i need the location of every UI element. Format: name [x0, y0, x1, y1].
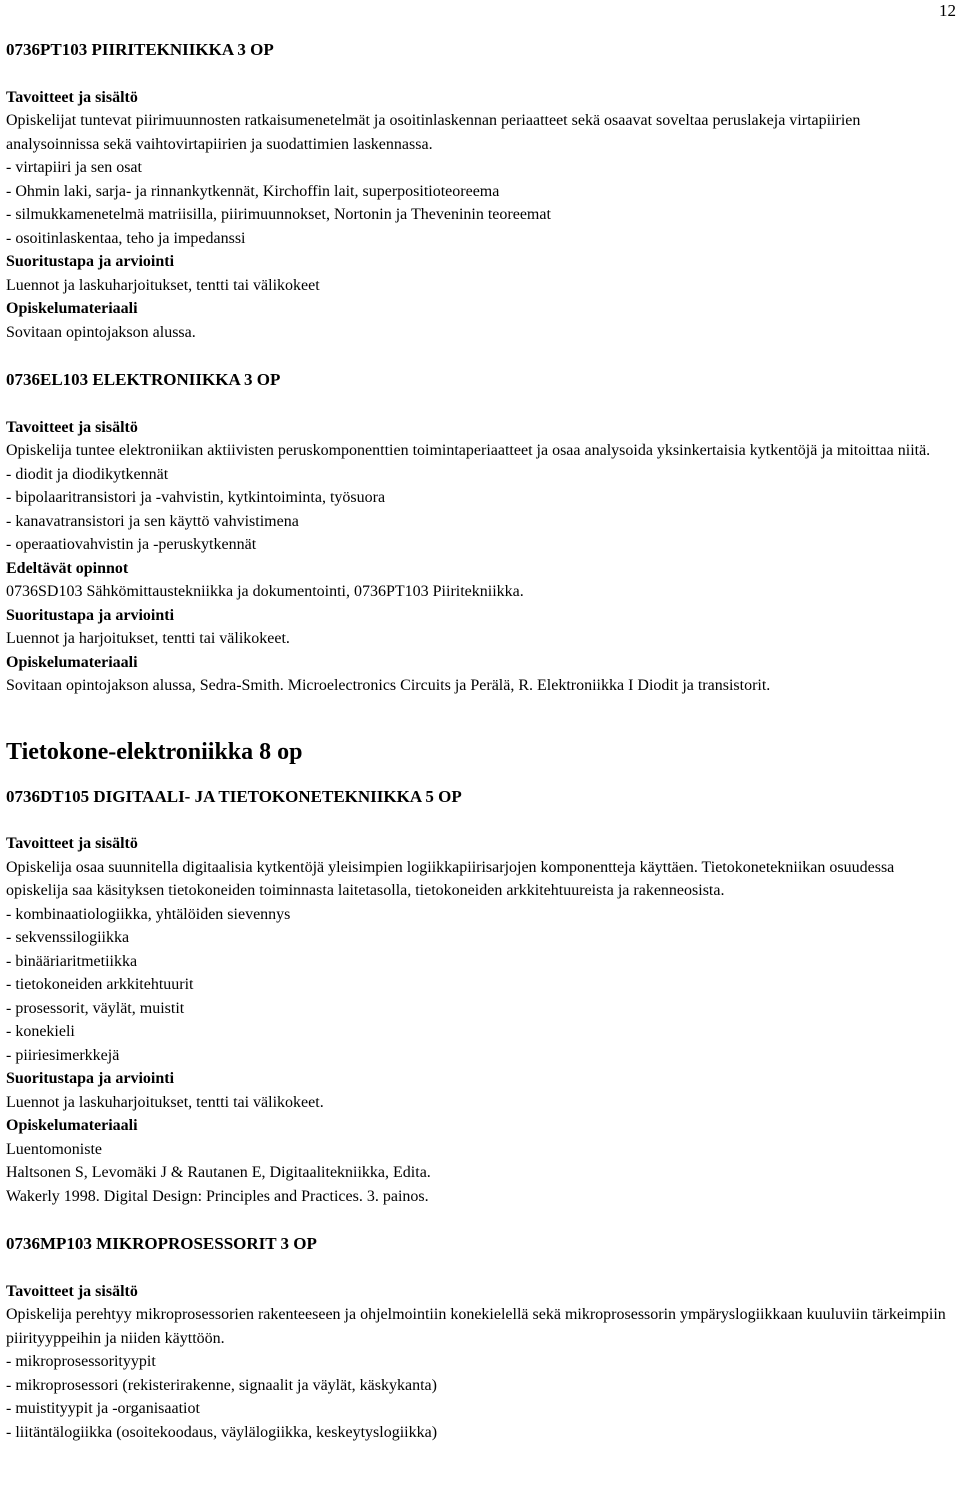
list-item: - muistityypit ja -organisaatiot — [6, 1400, 200, 1417]
assessment-text: Luennot ja laskuharjoitukset, tentti tai välikokeet — [6, 276, 320, 294]
list-item: - operaatiovahvistin ja -peruskytkennät — [6, 536, 257, 553]
list-item: - silmukkamenetelmä matriisilla, piirimuunnokset, Nortonin ja Theveninin teoreemat — [6, 206, 551, 223]
list-item: - binääriaritmetiikka — [6, 952, 138, 970]
goals-heading: Tavoitteet ja sisältö — [6, 1282, 138, 1300]
list-item: - virtapiiri ja sen osat — [6, 159, 142, 176]
material-text: Sovitaan opintojakson alussa, Sedra-Smith. Microelectronics Circuits ja Perälä, R. Elektroniikka I Diodit ja transistorit. — [6, 677, 771, 694]
goals-text: Opiskelija tuntee elektroniikan aktiivisten peruskomponenttien toimintaperiaatteet ja osaa analysoida yksinkertaisia kytkentöjä ja mitoittaa niitä. — [6, 442, 931, 459]
list-item: - piiriesimerkkejä — [6, 1046, 120, 1064]
material-heading: Opiskelumateriaali — [6, 1117, 138, 1134]
material-heading: Opiskelumateriaali — [6, 653, 138, 671]
prereq-heading: Edeltävät opinnot — [6, 559, 129, 577]
prereq-text: 0736SD103 Sähkömittaustekniikka ja dokumentointi, 0736PT103 Piiritekniikka. — [6, 583, 524, 600]
course-piiritekniikka — [6, 38, 956, 344]
list-item: - mikroprosessorityypit — [6, 1353, 156, 1370]
assessment-heading: Suoritustapa ja arviointi — [6, 253, 175, 270]
material-line: Luentomoniste — [6, 1140, 102, 1158]
assessment-heading: Suoritustapa ja arviointi — [6, 606, 175, 624]
document-body — [6, 38, 956, 1444]
material-line: Wakerly 1998. Digital Design: Principles and Practices. 3. painos. — [6, 1187, 429, 1205]
goals-heading: Tavoitteet ja sisältö — [6, 418, 138, 436]
course-digitaalitekniikka — [6, 785, 956, 1209]
goals-text: Opiskelija perehtyy mikroprosessorien rakenteeseen ja ohjelmointiin konekielellä sekä mikroprosessorin ympäryslogiikkaan kuuluviin tärkeimpiin piirityyppeihin ja niiden käyttöön. — [6, 1306, 946, 1347]
goals-heading: Tavoitteet ja sisältö — [6, 88, 138, 106]
list-item: - bipolaaritransistori ja -vahvistin, kytkintoiminta, työsuora — [6, 489, 386, 506]
goals-text: Opiskelijat tuntevat piirimuunnosten ratkaisumenetelmät ja osoitinlaskennan periaatteet sekä osaavat soveltaa peruslakeja virtapiirien analysoinnissa sekä vaihtovirtapiirien ja suodattimien laskennassa. — [6, 112, 861, 153]
list-item: - mikroprosessori (rekisterirakenne, signaalit ja väylät, käskykanta) — [6, 1376, 437, 1394]
course-title: 0736EL103 ELEKTRONIIKKA 3 OP — [6, 370, 281, 389]
list-item: - prosessorit, väylät, muistit — [6, 999, 185, 1017]
assessment-heading: Suoritustapa ja arviointi — [6, 1070, 175, 1087]
assessment-text: Luennot ja laskuharjoitukset, tentti tai välikokeet. — [6, 1093, 324, 1111]
goals-text: Opiskelija osaa suunnitella digitaalisia kytkentöjä yleisimpien logiikkapiirisarjojen komponentteja käyttäen. Tietokonetekniikan osuudessa opiskelija saa käsityksen tietokoneiden toiminnasta laitetasolla, tietokoneiden arkkitehtuureista ja rakenneosista. — [6, 858, 895, 899]
course-elektroniikka — [6, 368, 956, 698]
list-item: - osoitinlaskentaa, teho ja impedanssi — [6, 229, 246, 247]
list-item: - konekieli — [6, 1023, 75, 1040]
list-item: - tietokoneiden arkkitehtuurit — [6, 976, 194, 993]
list-item: - kombinaatiologiikka, yhtälöiden sievennys — [6, 905, 291, 923]
course-title: 0736MP103 MIKROPROSESSORIT 3 OP — [6, 1234, 317, 1253]
material-heading: Opiskelumateriaali — [6, 300, 138, 317]
course-mikroprosessorit — [6, 1232, 956, 1444]
group-title: Tietokone-elektroniikka 8 op — [6, 738, 303, 765]
material-line: Haltsonen S, Levomäki J & Rautanen E, Digitaalitekniikka, Edita. — [6, 1164, 431, 1181]
list-item: - kanavatransistori ja sen käyttö vahvistimena — [6, 512, 299, 530]
assessment-text: Luennot ja harjoitukset, tentti tai välikokeet. — [6, 630, 290, 647]
course-title: 0736PT103 PIIRITEKNIIKKA 3 OP — [6, 40, 274, 59]
goals-heading: Tavoitteet ja sisältö — [6, 835, 138, 852]
list-item: - diodit ja diodikytkennät — [6, 465, 169, 483]
list-item: - Ohmin laki, sarja- ja rinnankytkennät, Kirchoffin lait, superpositioteoreema — [6, 182, 500, 200]
course-title: 0736DT105 DIGITAALI- JA TIETOKONETEKNIIKKA 5 OP — [6, 786, 462, 806]
material-text: Sovitaan opintojakson alussa. — [6, 323, 196, 341]
list-item: - sekvenssilogiikka — [6, 929, 130, 946]
list-item: - liitäntälogiikka (osoitekoodaus, väylälogiikka, keskeytyslogiikka) — [6, 1423, 438, 1441]
page-number: 12 — [939, 1, 956, 20]
